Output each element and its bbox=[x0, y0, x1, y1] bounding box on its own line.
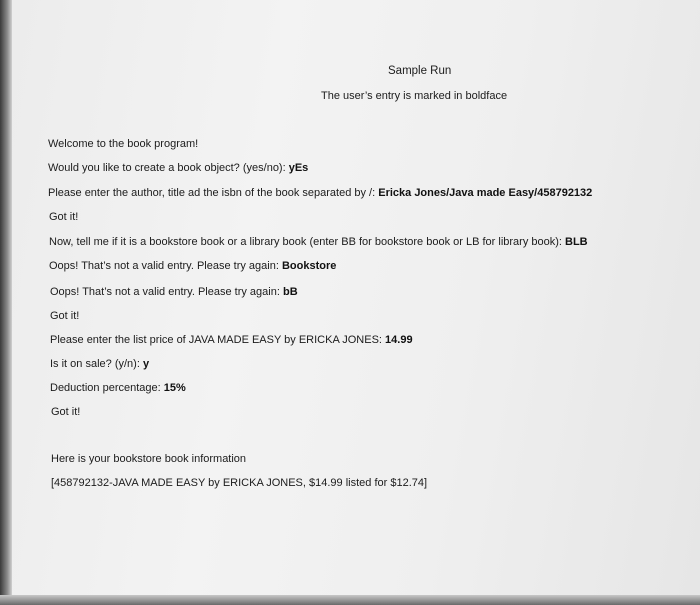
user-entry: y bbox=[142, 358, 150, 370]
output-line bbox=[50, 309, 79, 323]
output-line bbox=[51, 452, 246, 466]
output-line bbox=[48, 186, 592, 200]
user-entry: Ericka Jones/Java made Easy/458792132 bbox=[378, 187, 593, 199]
output-line bbox=[48, 161, 308, 175]
prompt-text: Would you like to create a book object? (yes/no): bbox=[48, 162, 289, 174]
document-page bbox=[12, 0, 700, 595]
user-entry: BLB bbox=[565, 236, 588, 248]
photo-edge-bottom bbox=[0, 595, 700, 605]
output-line bbox=[49, 210, 78, 224]
prompt-text: Please enter the list price of JAVA MADE EASY by ERICKA JONES: bbox=[50, 334, 386, 346]
output-line bbox=[50, 357, 149, 371]
user-entry: 15% bbox=[163, 382, 186, 394]
prompt-text: Now, tell me if it is a bookstore book or a library book (enter BB for bookstore book or LB for library book): bbox=[49, 236, 566, 248]
page-title: Sample Run bbox=[388, 65, 452, 77]
prompt-text: Here is your bookstore book information bbox=[51, 453, 247, 465]
prompt-text: Welcome to the book program! bbox=[48, 138, 199, 150]
prompt-text: Got it! bbox=[51, 406, 81, 418]
output-line bbox=[49, 259, 336, 273]
output-line bbox=[50, 381, 186, 395]
prompt-text: Oops! That’s not a valid entry. Please try again: bbox=[50, 286, 283, 298]
prompt-text: [458792132-JAVA MADE EASY by ERICKA JONES, $14.99 listed for $12.74] bbox=[51, 477, 428, 489]
prompt-text: Got it! bbox=[50, 310, 80, 322]
photo-edge-left bbox=[0, 0, 12, 605]
prompt-text: Oops! That’s not a valid entry. Please try again: bbox=[49, 260, 282, 272]
prompt-text: Please enter the author, title ad the isbn of the book separated by /: bbox=[48, 187, 379, 199]
user-entry: 14.99 bbox=[385, 334, 413, 346]
output-line bbox=[51, 405, 80, 419]
output-line bbox=[51, 476, 427, 490]
user-entry: Bookstore bbox=[281, 260, 337, 272]
user-entry: bB bbox=[282, 286, 298, 298]
prompt-text: Got it! bbox=[49, 211, 79, 223]
prompt-text: Is it on sale? (y/n): bbox=[50, 358, 143, 370]
output-line bbox=[48, 137, 198, 151]
prompt-text: Deduction percentage: bbox=[50, 382, 164, 394]
output-line bbox=[50, 285, 298, 299]
output-line bbox=[49, 235, 588, 249]
user-entry: yEs bbox=[288, 162, 309, 174]
page-subtitle: The user’s entry is marked in boldface bbox=[321, 90, 508, 102]
output-line bbox=[50, 333, 413, 347]
